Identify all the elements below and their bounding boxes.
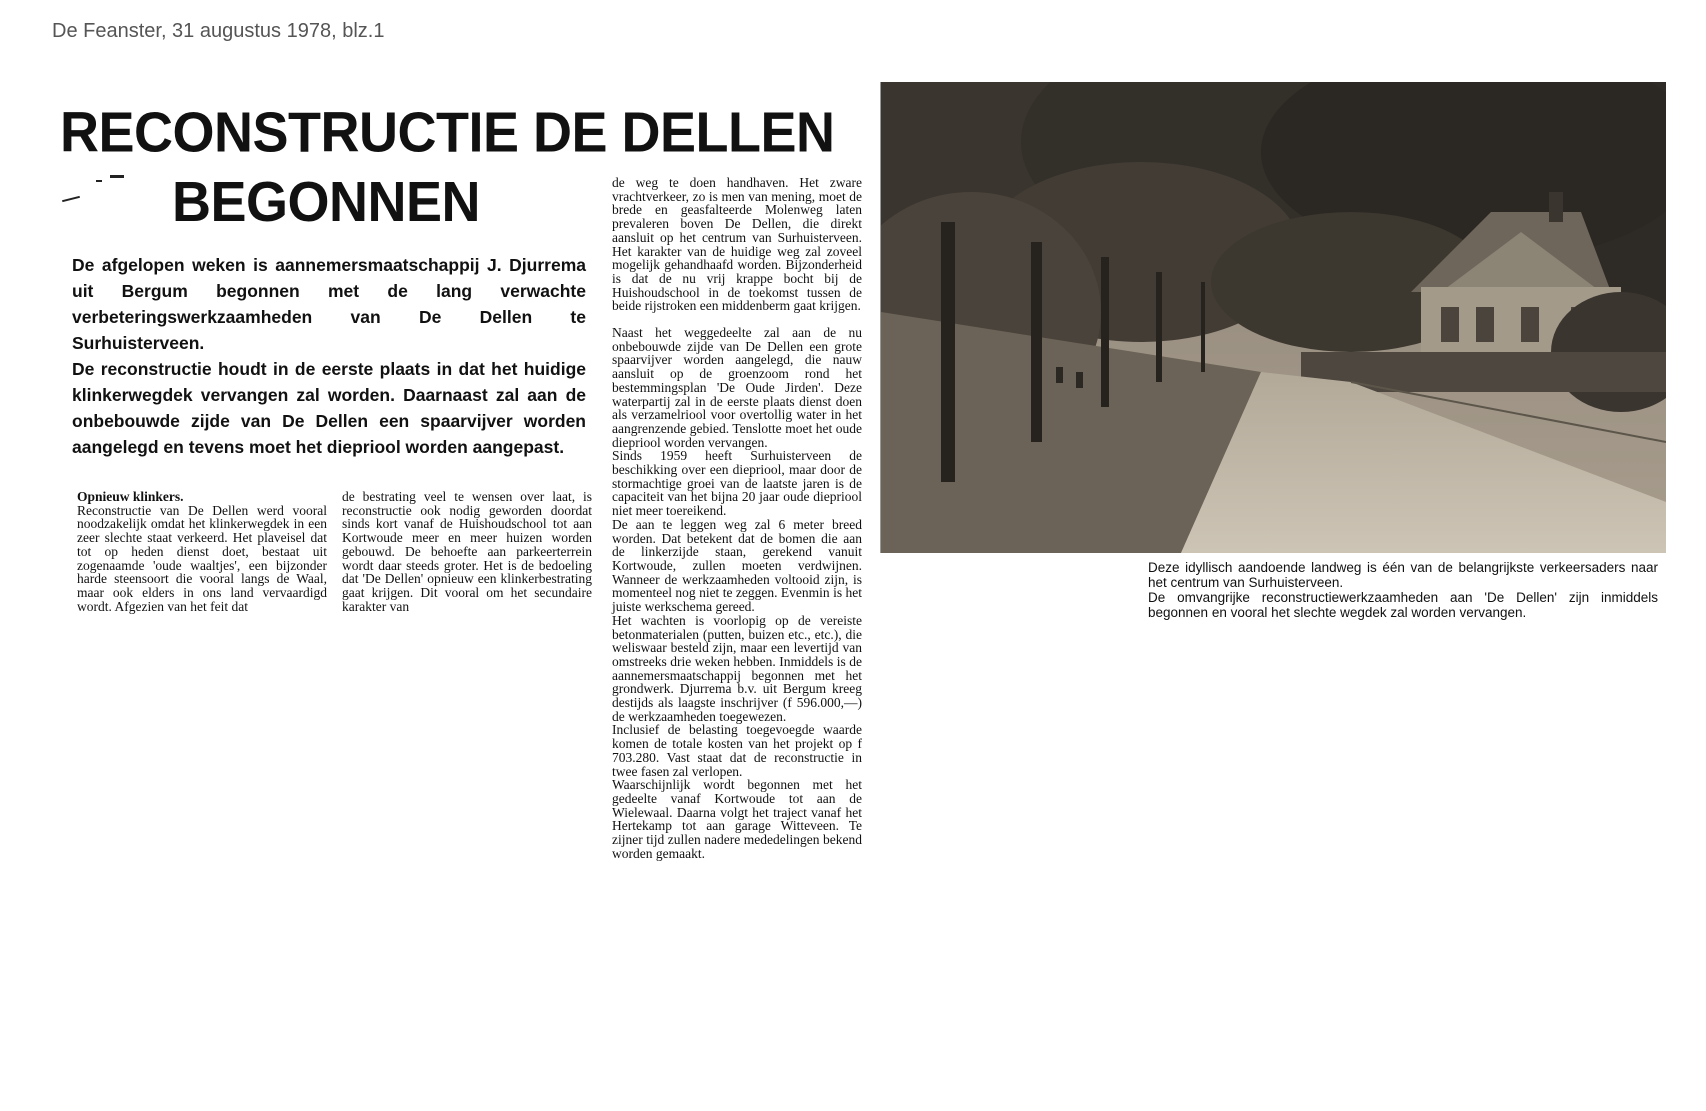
column-text: Waarschijnlijk wordt begonnen met het gedeelte vanaf Kortwoude tot aan de Wielewaal. Daarna volgt het traject vanaf het Hertekamp tot aan garage Witteveen. Te zijner tijd zullen nadere mededelingen bekend worden gemaakt. [612,777,862,861]
print-speck [96,180,102,182]
column-text: de bestrating veel te wensen over laat, is reconstructie ook nodig geworden doordat sinds kort vanaf de Huishoudschool tot aan Kortwoude meer en meer huizen worden gebouwd. De behoefte aan parkeerterrein wordt daar steeds groter. Het is de bedoeling dat 'De Dellen' opnieuw een klinkerbestrating gaat krijgen. Dit vooral om het secundaire karakter van [342,489,592,614]
article-column-2 [342,490,592,613]
road-photo-image [881,82,1666,553]
column-text: Naast het weggedeelte zal aan de nu onbebouwde zijde van De Dellen een grote spaarvijver worden aangelegd, die nauw aansluit op de groenzoom rond het bestemmingsplan 'De Oude Jirden'. Deze waterpartij zal in de eerste plaats dienst doen als verzamelriool voor overtollig water in het aangrenzende gebied. Tenslotte moet het oude diepriool worden vervangen. [612,325,862,450]
print-speck [110,175,124,178]
photo-caption [1148,560,1658,620]
subheading: Opnieuw klinkers. [77,489,184,504]
headline-line-2: BEGONNEN [172,170,481,234]
column-text: Sinds 1959 heeft Surhuisterveen de beschikking over een diepriool, maar door de stormachtige groei van de laatste jaren is de capaciteit van het bijna 20 jaar oude diepriool niet meer toereikend. [612,448,862,519]
column-text: De aan te leggen weg zal 6 meter breed worden. Dat betekent dat de bomen die aan de linkerzijde staan, gerekend vanuit Kortwoude, zullen moeten verdwijnen. Wanneer de werkzaamheden voltooid zijn, is momenteel nog niet te zeggen. Evenmin is het juiste werkschema gereed. [612,516,862,615]
column-text: Inclusief de belasting toegevoegde waarde komen de totale kosten van het projekt op f 703.280. Vast staat dat de reconstructie in twee fasen zal verlopen. [612,722,862,779]
caption-text-1: Deze idyllisch aandoende landweg is één van de belangrijkste verkeersaders naar het centrum van Surhuisterveen. [1148,560,1658,590]
news-photo [880,82,1666,553]
lead-paragraph [72,252,586,460]
lead-text-2: De reconstructie houdt in de eerste plaats in dat het huidige klinkerwegdek vervangen zal worden. Daarnaast zal aan de onbebouwde zijde van De Dellen een spaarvijver worden aangelegd en tevens moet het diepriool worden aangepast. [72,359,586,457]
article-column-3 [612,176,862,860]
caption-text-2: De omvangrijke reconstructiewerkzaamheden aan 'De Dellen' zijn inmiddels begonnen en vooral het slechte wegdek zal worden vervangen. [1148,590,1658,620]
article-column-1 [77,490,327,613]
headline-line-1: RECONSTRUCTIE DE DELLEN [60,101,835,165]
source-line: De Feanster, 31 augustus 1978, blz.1 [52,20,385,42]
column-text: Reconstructie van De Dellen werd vooral noodzakelijk omdat het klinkerwegdek in een zeer slechte staat verkeerd. Het plaveisel dat tot op heden dienst doet, bestaat uit zogenaamde 'oude waaltjes', een bijzonder harde steensoort die vooral langs de Waal, maar ook elders in ons land vervaardigd wordt. Afgezien van het feit dat [77,502,327,614]
column-text: de weg te doen handhaven. Het zware vrachtverkeer, zo is men van mening, moet de brede en geasfalteerde Molenweg laten prevaleren boven De Dellen, die direkt aansluit op het centrum van Surhuisterveen. Het karakter van de huidige weg zal zoveel mogelijk gehandhaafd worden. Bijzonderheid is dat de nu vrij krappe bocht bij de Huishoudschool in de toekomst tussen de beide rijstroken een middenberm gaat krijgen. [612,175,862,314]
lead-text-1: De afgelopen weken is aannemersmaatschappij J. Djurrema uit Bergum begonnen met de lang verwachte verbeteringswerkzaamheden van De Dellen te Surhuisterveen. [72,255,586,353]
column-text: Het wachten is voorlopig op de vereiste betonmaterialen (putten, buizen etc., etc.), die weliswaar besteld zijn, maar een levertijd van omstreeks drie weken hebben. Inmiddels is de aannemersmaatschappij begonnen met het grondwerk. Djurrema b.v. uit Bergum kreeg destijds als laagste inschrijver (f 596.000,—) de werkzaamheden toegewezen. [612,612,862,724]
